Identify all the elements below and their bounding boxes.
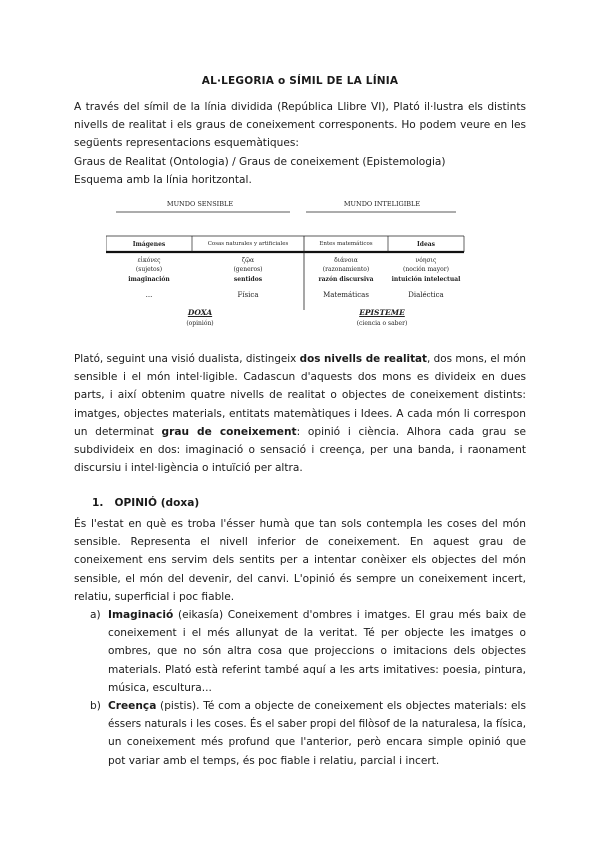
row2-a: (sujetos) bbox=[135, 266, 163, 273]
section-heading bbox=[92, 497, 199, 509]
doxa-sub: (opinión) bbox=[186, 320, 214, 327]
list-item-creenca bbox=[90, 697, 526, 770]
faculty-razon: razón discursiva bbox=[318, 276, 374, 283]
list-marker: b) bbox=[90, 700, 101, 712]
para2-line: imatges, objectes materials, entitats matemàtiques i Idees. A cada món li correspon bbox=[74, 407, 526, 420]
item-line bbox=[108, 606, 526, 624]
item-line: pot variar amb el temps, és poc fiable i relatiu, parcial i incert. bbox=[108, 754, 440, 767]
list-marker: a) bbox=[90, 609, 101, 621]
row2-d: (noción mayor) bbox=[403, 266, 449, 273]
text-run: (pistis). Té com a objecte de coneixement els objectes materials: els bbox=[156, 700, 526, 712]
emphasis-grau: grau de coneixement bbox=[161, 425, 297, 438]
header-math: Entes matemáticos bbox=[319, 241, 373, 247]
opinio-line: És l'estat en què es troba l'ésser humà que tan sols contempla les coses del món bbox=[74, 518, 526, 530]
intro-line: següents representacions esquemàtiques: bbox=[74, 137, 299, 150]
opinio-line: sensible, el món del devenir, del canvi. L'opinió és sempre un coneixement incert, bbox=[74, 572, 526, 585]
item-line: ombres, que no són altra cosa que projeccions o imitacions dels objectes bbox=[108, 645, 526, 658]
intro-line: nivells de realitat i els graus de coneixement corresponents. Ho podem veure en les bbox=[74, 119, 526, 132]
list-item-imaginacio bbox=[90, 606, 526, 697]
text-run: Plató, seguint una visió dualista, distingeix bbox=[74, 353, 300, 365]
intro-paragraph bbox=[74, 98, 526, 189]
divided-line-diagram bbox=[106, 190, 466, 340]
row2-c: (razonamiento) bbox=[322, 266, 370, 273]
header-things: Cosas naturales y artificiales bbox=[207, 241, 289, 247]
text-run: : opinió i ciència. Alhora cada grau se bbox=[296, 425, 527, 438]
term-creenca: Creença bbox=[108, 700, 157, 712]
para2-line: sensible i el món intel·ligible. Cadascun d'aquests dos mons es divideix en dues bbox=[74, 371, 526, 384]
episteme-sub: (ciencia o saber) bbox=[356, 320, 408, 327]
opinio-line: sensible. Representa el nivell inferior de coneixement. En aquest grau de bbox=[74, 536, 526, 549]
diagram-lines bbox=[106, 190, 466, 340]
para2-line bbox=[74, 423, 526, 441]
item-line: materials. Plató està referint també aquí a les arts imitatives: poesia, pintura, bbox=[108, 663, 526, 676]
page-title: AL·LEGORIA o SÍMIL DE LA LÍNIA bbox=[201, 75, 399, 87]
intro-line: Esquema amb la línia horitzontal. bbox=[74, 173, 252, 186]
science-a: ... bbox=[145, 291, 153, 299]
para2-line bbox=[74, 350, 526, 368]
item-line: música, escultura... bbox=[108, 681, 212, 694]
science-fisica: Física bbox=[237, 291, 259, 299]
greek-pistis: ζῷα bbox=[241, 257, 255, 264]
emphasis-dos-nivells: dos nivells de realitat bbox=[299, 353, 428, 365]
para2-line: discursiu i intel·ligència o intuïció per altra. bbox=[74, 462, 303, 475]
opinio-paragraph bbox=[74, 515, 526, 606]
science-dialectica: Dialéctica bbox=[408, 291, 444, 299]
dualism-paragraph bbox=[74, 350, 526, 477]
faculty-intuicion: intuición intelectual bbox=[391, 276, 461, 283]
header-images: Imágenes bbox=[132, 241, 166, 248]
science-matematicas: Matemáticas bbox=[323, 291, 369, 299]
section-title: OPINIÓ (doxa) bbox=[114, 497, 200, 509]
text-run: un determinat bbox=[74, 425, 162, 438]
para2-line: subdivideix en dos: imaginació o sensació i creença, per una banda, i raonament bbox=[74, 444, 526, 457]
term-imaginacio: Imaginació bbox=[108, 609, 174, 621]
greek-dianoia: διάνοια bbox=[334, 257, 358, 264]
text-run: (eikasía) Coneixement d'ombres i imatges. El grau més baix de bbox=[173, 609, 526, 621]
faculty-imaginacion: imaginación bbox=[128, 276, 170, 283]
row2-b: (generos) bbox=[233, 266, 263, 273]
intro-line: A través del símil de la línia dividida (República Llibre VI), Plató il·lustra els distints bbox=[74, 101, 526, 113]
item-line: éssers naturals i les coses. És el saber propi del filòsof de la naturalesa, la física, bbox=[108, 718, 526, 731]
section-number: 1. bbox=[92, 497, 104, 509]
mundo-inteligible-label: MUNDO INTELIGIBLE bbox=[343, 200, 421, 208]
opinio-line: coneixement ens servim dels sentits per a intentar conèixer els objectes del món bbox=[74, 554, 526, 567]
item-line: coneixement i el més allunyat de la veritat. Té per objecte les imatges o bbox=[108, 627, 526, 640]
opinio-line: relatiu, superficial i poc fiable. bbox=[74, 590, 235, 603]
greek-eikasia: εἰκόνες bbox=[137, 257, 161, 264]
header-ideas: Ideas bbox=[416, 241, 436, 248]
mundo-sensible-label: MUNDO SENSIBLE bbox=[166, 200, 234, 208]
episteme-label: EPISTEME bbox=[359, 308, 405, 317]
item-line bbox=[108, 697, 526, 715]
doxa-label: DOXA bbox=[187, 308, 213, 317]
para2-line: parts, i així obtenim quatre nivells de realitat o objectes de coneixement distints: bbox=[74, 389, 526, 402]
greek-noesis: νόησις bbox=[415, 257, 437, 264]
item-line: un coneixement més profund que l'anterior, però encara simple opinió que bbox=[108, 736, 526, 749]
text-run: , dos mons, el món bbox=[427, 353, 527, 365]
faculty-sentidos: sentidos bbox=[233, 276, 263, 283]
intro-line: Graus de Realitat (Ontologia) / Graus de coneixement (Epistemologia) bbox=[74, 155, 446, 168]
